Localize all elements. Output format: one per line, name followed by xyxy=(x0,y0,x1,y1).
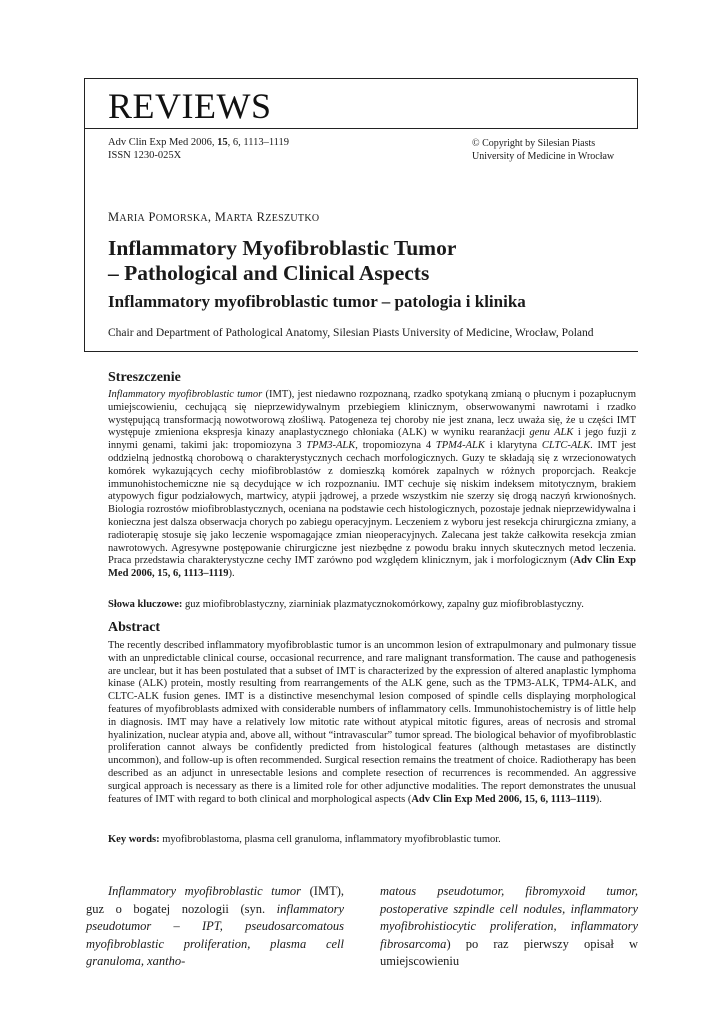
citation-journal: Adv Clin Exp Med 2006, xyxy=(108,137,218,148)
author1-first-rest: ARIA xyxy=(119,213,146,224)
stre-p1: (IMT), jest niedawno rozpoznaną, rzadko spotykaną zmianą o płucnym i pozapłucnym umiejscowieniu, cechującą się nieprzewidywalnym przebiegiem klinicznym, obserwowanymi nawrotami i rzadko występującą transformacją nowotworową złośliwą. Patogeneza tej choroby nie jest znana, lecz uważa się, że u części IMT występuje zmieniona ekspresja kinazy anaplastycznego chłoniaka (ALK) w wyniku rearanżacji xyxy=(108,389,636,439)
streszczenie-text xyxy=(108,389,636,581)
author2-first-initial: M xyxy=(214,210,227,224)
stre-tpm3: TPM3-ALK xyxy=(306,440,356,452)
section-header-box xyxy=(84,78,638,129)
abstract-text xyxy=(108,640,636,806)
citation-line xyxy=(108,136,289,149)
stre-p4: i klarytyna xyxy=(484,440,542,452)
stre-p3: , tropomiozyna 4 xyxy=(355,440,436,452)
body-right-synonyms: matous pseudotumor, fibromyxoid tumor, postoperative szpindle cell nodules, inflammatory myofibrohistiocytic proliferation, inflammatory fibrosarcoma xyxy=(380,884,638,951)
citation-volume: 15 xyxy=(217,137,228,148)
stre-italic-term: Inflammatory myofibroblastic tumor xyxy=(108,389,263,400)
body-left-synonyms: inflammatory pseudotumor – IPT, pseudosarcomatous myofibroblastic proliferation, plasma cell granuloma, xantho- xyxy=(86,901,344,968)
stre-p2: i jego fuzji z innymi genami, takimi jak: tropomiozyna 3 xyxy=(108,427,636,452)
author-separator: , xyxy=(207,210,215,224)
stre-end: ). xyxy=(228,568,235,580)
copyright-block xyxy=(472,138,614,163)
author2-first-rest: ARTA xyxy=(226,213,254,224)
body-right-text: ) po raz pierwszy opisał w umiejscowieniu xyxy=(380,936,638,968)
stre-kw-label: Słowa kluczowe: xyxy=(108,599,183,610)
abstract-heading: Abstract xyxy=(108,620,161,635)
title-line-2: – Pathological and Clinical Aspects xyxy=(108,261,430,285)
author1-last-rest: OMORSKA xyxy=(155,213,208,224)
abstract-kw-label: Key words: xyxy=(108,834,160,845)
citation-pages: , 6, 1113–1119 xyxy=(227,137,290,148)
body-column-left xyxy=(86,883,344,971)
title-line-1: Inflammatory Myofibroblastic Tumor xyxy=(108,236,457,260)
author1-first-initial: M xyxy=(108,210,120,224)
stre-kw-text: guz miofibroblastyczny, ziarniniak plazmatycznokomórkowy, zapalny guz miofibroblastyczny. xyxy=(182,599,584,610)
stre-cite: Adv Clin Exp Med 2006, 15, 6, 1113–1119 xyxy=(108,555,637,580)
section-title: REVIEWS xyxy=(108,86,272,126)
copyright-line-2: University of Medicine in Wrocław xyxy=(472,150,615,162)
author2-last-rest: ZESZUTKO xyxy=(265,213,320,224)
stre-cltc: CLTC-ALK xyxy=(541,440,591,452)
stre-genu: genu ALK xyxy=(529,427,574,439)
body-left-text: (IMT), guz o bogatej nozologii (syn. xyxy=(86,884,344,916)
author1-last-initial: P xyxy=(148,210,156,224)
body-column-right xyxy=(380,883,638,971)
header-divider xyxy=(84,351,638,352)
streszczenie-keywords xyxy=(108,599,636,612)
abstract-keywords xyxy=(108,834,636,847)
abstract-kw-text: myofibroblastoma, plasma cell granuloma, inflammatory myofibroblastic tumor. xyxy=(159,834,501,845)
stre-tpm4: TPM4-ALK xyxy=(435,440,485,452)
left-vertical-rule xyxy=(84,128,85,352)
affiliation: Chair and Department of Pathological Anatomy, Silesian Piasts University of Medicine, Wrocław, Poland xyxy=(108,327,594,339)
abstract-body: The recently described inflammatory myofibroblastic tumor is an uncommon lesion of extrapulmonary and pulmonary tissue with an unpredictable clinical course, occasional recurrence, and rare malignant transformation. The cause and pathogenesis are unclear, but it has been postulated that a subset of IMT is characterized by the expression of altered anaplastic lymphoma kinase (ALK) protein, mostly resulting from rearrangements of the ALK gene, such as the TPM3-ALK, TPM4-ALK, and CLTC-ALK fusion genes. IMT is a distinctive mesenchymal lesion composed of spindle cells displaying morphological features of myofibroblasts admixed with considerable numbers of inflammatory cells. Immunohistochemistry is of little help in diagnosis. IMT may have a relatively low mitotic rate without atypical mitotic figures, areas of necrosis and stromal hyalinization, nuclear atypia and, above all, without “intravascular” tumor spread. The biological behavior of myofibroblastic proliferation cannot always be confidently predicted from histological features (although metastases are distinctly uncommon), and follow-up is often recommended. Surgical resection remains the treatment of choice. Radiotherapy has been described as an adjunct in unresectable lesions and complete resection of recurrences is recommended. An aggressive surgical approach is necessary as there is a limited role for other adjunctive modalities. The report demonstrates the unusual features of IMT with regard to both clinical and morphological aspects ( xyxy=(108,640,636,805)
citation-block xyxy=(108,136,289,162)
abstract-end: ). xyxy=(595,793,602,805)
author2-last-initial: R xyxy=(256,210,266,224)
copyright-line-1: © Copyright by Silesian Piasts xyxy=(472,138,596,149)
abstract-cite: Adv Clin Exp Med 2006, 15, 6, 1113–1119 xyxy=(411,793,596,805)
body-left-term: Inflammatory myofibroblastic tumor xyxy=(108,884,302,898)
streszczenie-heading: Streszczenie xyxy=(108,370,181,385)
issn: ISSN 1230-025X xyxy=(108,150,182,161)
authors xyxy=(108,210,319,225)
article-subtitle: Inflammatory myofibroblastic tumor – patologia i klinika xyxy=(108,292,526,311)
stre-p5: . IMT jest oddzielną jednostką chorobową o charakterystycznych cechach morfologicznych. Guzy te składają się z wrzecionowatych komórek wykazujących cechy miofibroblastów z domieszką komórek zapalnych w różnych proporcjach. Reakcje immunohistochemiczne nie są decydujące w ich rozpoznaniu. IMT cechuje się niskim indeksem mitotycznym, brakiem atypowych figur podziałowych, martwicy, atypii jądrowej, a przede wszystkim nie szerzy się drogą naczyń krwionośnych. Biologia rozrostów miofibroblastycznych, oceniana na podstawie cech histologicznych, pozostaje jednak nieprzewidywalna i konieczna jest dalsza obserwacja chorych po zabiegu operacyjnym. Leczeniem z wyboru jest resekcja chirurgiczna zmiany, a radioterapię stosuje się jako leczenie wspomagające zmian nieoperacyjnych. Zalecana jest także całkowita resekcja zmian nawrotowych. Agresywne postępowanie chirurgiczne jest niezbędne z powodu braku innych skutecznych metod leczenia. Praca przedstawia charakterystyczne cechy IMT zarówno pod względem klinicznym, jak i morfologicznym ( xyxy=(108,440,636,567)
article-title xyxy=(108,236,628,286)
